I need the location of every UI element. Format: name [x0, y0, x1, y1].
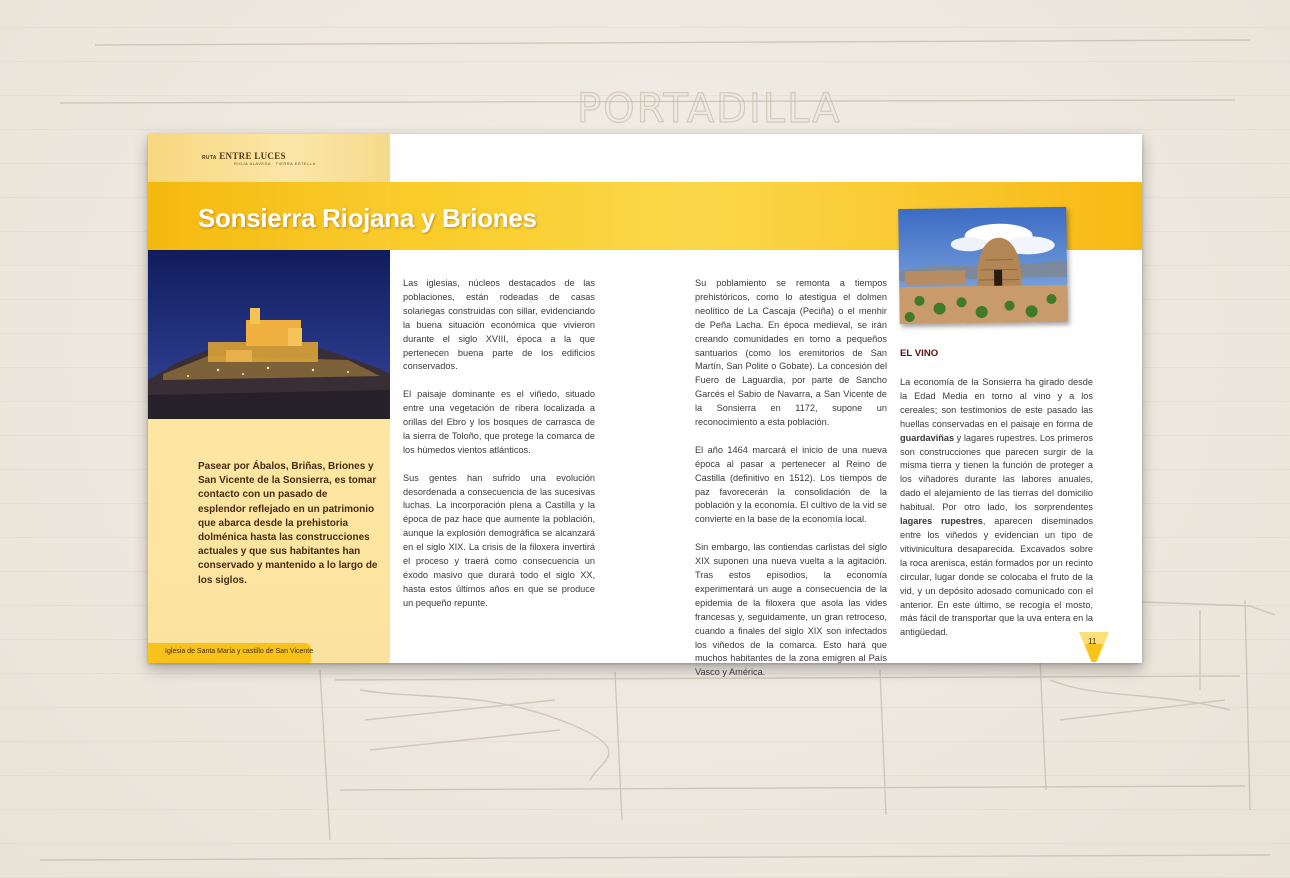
text-column-2: [695, 277, 887, 694]
paragraph: Su poblamiento se remonta a tiempos prehistóricos, como lo atestigua el dolmen neolítico de La Cascaja (Peciña) o el menhir de Peña Lacha. En época medieval, se irán creando comunidades en torno a pequeños santuarios (como los eremitorios de San Martín, San Polite o Gobate). La concesión del Fuero de Laguardia, por parte de Sancho Garcés el Sabio de Navarra, a San Vicente de la Sonsierra en 1172, supone un reconocimiento a esta población.: [695, 278, 887, 428]
intro-text: Pasear por Ábalos, Briñas, Briones y San Vicente de la Sonsierra, es tomar contacto con un pasado de esplendor reflejado en un patrimonio que abarca desde la prehistoria dolménica hasta las construcciones actuales y que sus habitantes han conservado y mantenido a lo largo de los siglos.: [198, 461, 378, 586]
guardavinas-hut-photo: [898, 207, 1068, 324]
brand-subtitle: RIOJA ALAVESA · TIERRA ESTELLA: [234, 161, 316, 166]
paragraph: El año 1464 marcará el inicio de una nueva época al pasar a pertenecer al Reino de Castilla (definitivo en 1512). Los tiempos de paz favorecerán la consolidación de la población y la economía. El cultivo de la vid se convierte en la base de la economía local.: [695, 444, 887, 525]
text-column-3: [900, 376, 1093, 654]
paragraph-vino: La economía de la Sonsierra ha girado desde la Edad Media en torno al vino y a los cereales; son testimonios de este pasado las huellas conservadas en el paisaje en forma de guardaviñas y lagares rupestres. Los primeros son construcciones que parecen surgir de la misma tierra y tienen la función de proteger a los viñadores durante las labores anuales, dado el alejamiento de las tierras del domicilio habitual. Por otro lado, los sorprendentes lagares rupestres, aparecen diseminados entre los viñedos y evidencian un tipo de vitivinicultura desaparecida. Excavados sobre la roca arenisca, están formados por un recinto circular, lugar donde se colocaba el fruto de la vid, y un depósito adosado comunicado con el anterior. En este último, se recogía el mosto, más fácil de transportar que la uva entera en la antigüedad.: [900, 377, 1094, 638]
page-title: Sonsierra Riojana y Briones: [198, 203, 537, 233]
castle-night-photo: [148, 250, 390, 419]
page-number: 11: [1088, 637, 1097, 646]
photo-caption: Iglesia de Santa María y castillo de San Vicente: [165, 648, 314, 655]
paragraph: Sus gentes han sufrido una evolución desordenada a consecuencia de las sucesivas luchas. La incorporación plena a Castilla y la época de paz hace que aumente la población, aunque la explosión demográfica se alcanzará en el siglo XIX. La crisis de la filoxera invertirá el proceso y traerá como consecuencia un éxodo masivo que durará todo el siglo XX, hasta estos últimos años en que se produce un pequeño repunte.: [403, 472, 595, 608]
sketch-heading: PORTADILLA: [577, 86, 842, 132]
section-heading-vino: EL VINO: [900, 348, 939, 359]
brand-logo: RUTA ENTRE LUCES: [202, 151, 286, 161]
magazine-spread: [148, 134, 1142, 678]
text-column-1: [403, 277, 595, 625]
paragraph: El paisaje dominante es el viñedo, situado entre una vegetación de ribera localizada a orillas del Ebro y los bosques de carrasca de la sierra de Toloño, que protege la comarca de los húmedos vientos atlánticos.: [403, 389, 595, 455]
paragraph: Las iglesias, núcleos destacados de las poblaciones, están rodeadas de casas solariegas construidas con sillar, evidenciando la buena situación económica que vivieron durante el siglo XVIII, época a la que pertenecen buena parte de los edificios conservados.: [403, 278, 595, 372]
paragraph: Sin embargo, las contiendas carlistas del siglo XIX suponen una nueva vuelta a la agitación. Tras estos episodios, la economía experimentará un auge a consecuencia de la epidemia de la filoxera que asola las vides francesas y, seguidamente, un gran retroceso, cuando a finales del siglo XIX son infectados los viñedos de la comarca. Esto hará que muchos habitantes de la zona emigren al País Vasco y América.: [695, 542, 887, 678]
